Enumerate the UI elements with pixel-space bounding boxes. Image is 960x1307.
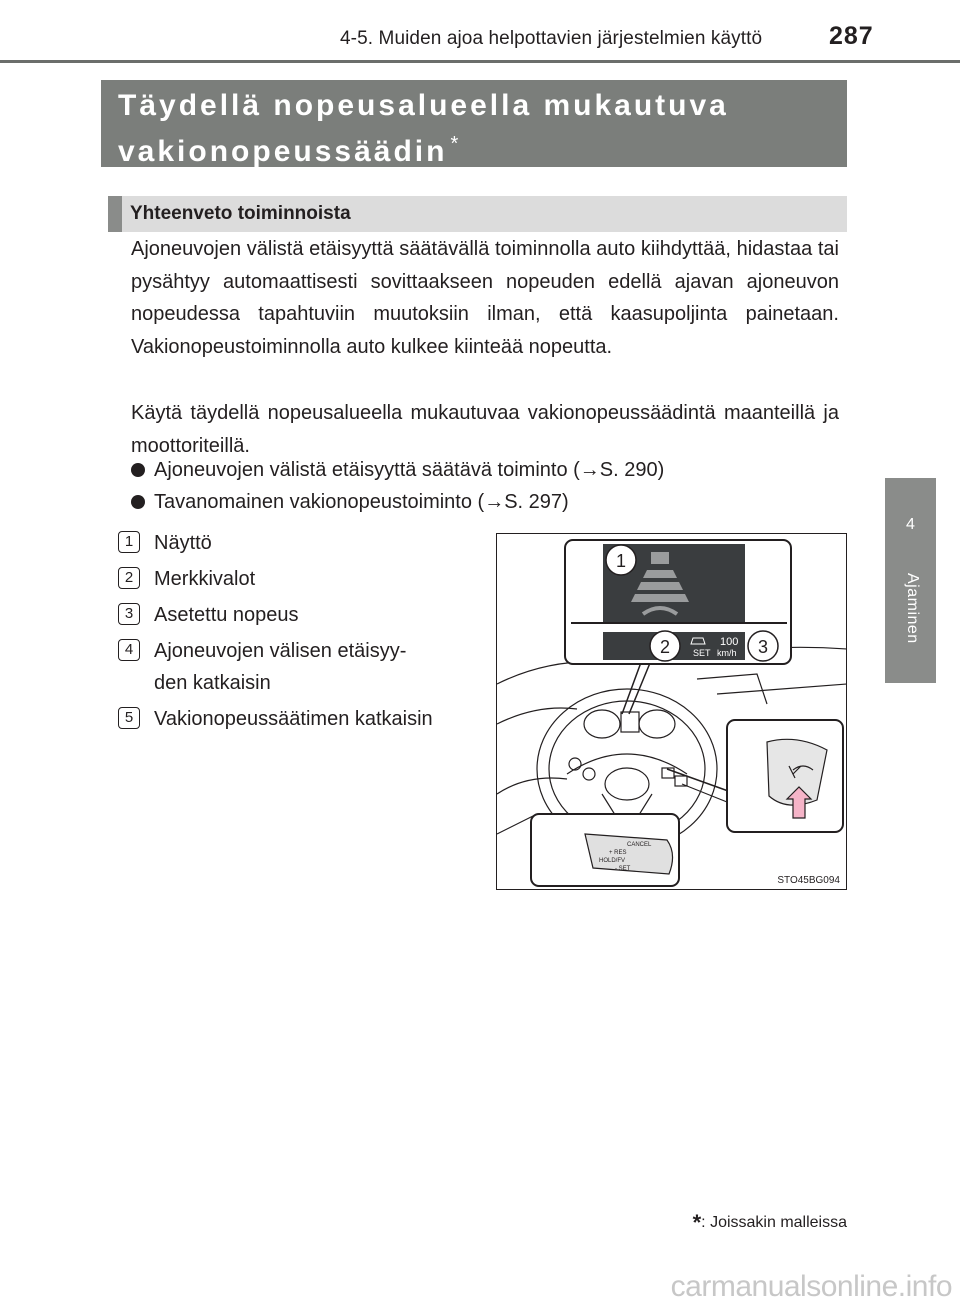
cruise-control-illustration <box>496 533 847 890</box>
callout-label: Merkkivalot <box>154 568 256 590</box>
header-divider <box>0 60 960 63</box>
bullet-item <box>131 486 569 518</box>
callout-number: 3 <box>118 603 140 625</box>
page-number: 287 <box>829 22 874 50</box>
set-speed-readout: 100 <box>720 636 739 648</box>
bullet-item <box>131 454 664 486</box>
callout-label: Asetettu nopeus <box>154 604 299 626</box>
illustration-drawing <box>497 534 847 890</box>
lever-label-hold: HOLD/FV <box>599 858 626 864</box>
figure-marker-1: 1 <box>615 551 627 571</box>
footnote-text: : Joissakin malleissa <box>701 1214 847 1231</box>
callout-number: 2 <box>118 567 140 589</box>
callout-number: 1 <box>118 531 140 553</box>
section-title-banner <box>101 80 847 167</box>
body-paragraph-2: Käytä täydellä nopeusalueella mukautuvaa vakionopeussäädintä maanteillä ja moottoriteillä. <box>131 402 839 457</box>
bullet-text: Ajoneuvojen välistä etäisyyttä säätävä toiminto (→S. 290) <box>154 459 665 481</box>
set-indicator-text: SET <box>693 648 711 658</box>
footnote-star: * <box>692 1210 702 1235</box>
footnote <box>693 1210 847 1236</box>
chapter-side-tab <box>885 478 936 683</box>
speed-unit-text: km/h <box>717 648 737 658</box>
body-paragraph-1: Ajoneuvojen välistä etäisyyttä säätävällä toiminnolla auto kiihdyttää, hidastaa tai pysähtyy automaattisesti sovittaakseen nopeuden edellä ajavan ajoneuvon nopeudessa tapahtuviin muutoksiin ilman, että kaasupoljinta painetaan. Vakionopeustoiminnolla auto kulkee kiinteää nopeutta. <box>131 238 839 358</box>
figure-marker-2: 2 <box>659 637 671 657</box>
footnote-asterisk: * <box>450 133 462 155</box>
lever-label-cancel: CANCEL <box>627 842 652 848</box>
callout-label: Näyttö <box>154 532 212 554</box>
callout-label: Ajoneuvojen välisen etäisyy- <box>154 640 407 662</box>
bullet-text: Tavanomainen vakionopeustoiminto (→S. 297) <box>154 491 569 513</box>
section-title-line1: Täydellä nopeusalueella mukautuva <box>118 89 729 122</box>
callout-number: 4 <box>118 639 140 661</box>
bullet-dot-icon <box>131 495 145 509</box>
section-title-line2-wrap <box>118 125 847 171</box>
callout-label: Vakionopeussäätimen katkaisin <box>154 708 433 730</box>
callout-label-continued: den katkaisin <box>154 672 271 694</box>
page-header <box>0 0 960 62</box>
figure-marker-3: 3 <box>757 637 769 657</box>
figure-code: STO45BG094 <box>777 875 840 886</box>
subsection-heading: Yhteenveto toiminnoista <box>108 196 847 232</box>
watermark-link[interactable]: carmanualsonline.info <box>670 1270 952 1303</box>
chapter-tab-label: Ajaminen <box>904 573 921 644</box>
lever-label-set: - SET <box>615 866 631 872</box>
lever-label-res: + RES <box>609 850 627 856</box>
chapter-tab-number: 4 <box>906 516 915 533</box>
chapter-title: 4-5. Muiden ajoa helpottavien järjestelmien käyttö <box>340 28 763 49</box>
section-title-line2: vakionopeussäädin <box>118 135 448 168</box>
callout-number: 5 <box>118 707 140 729</box>
bullet-dot-icon <box>131 463 145 477</box>
